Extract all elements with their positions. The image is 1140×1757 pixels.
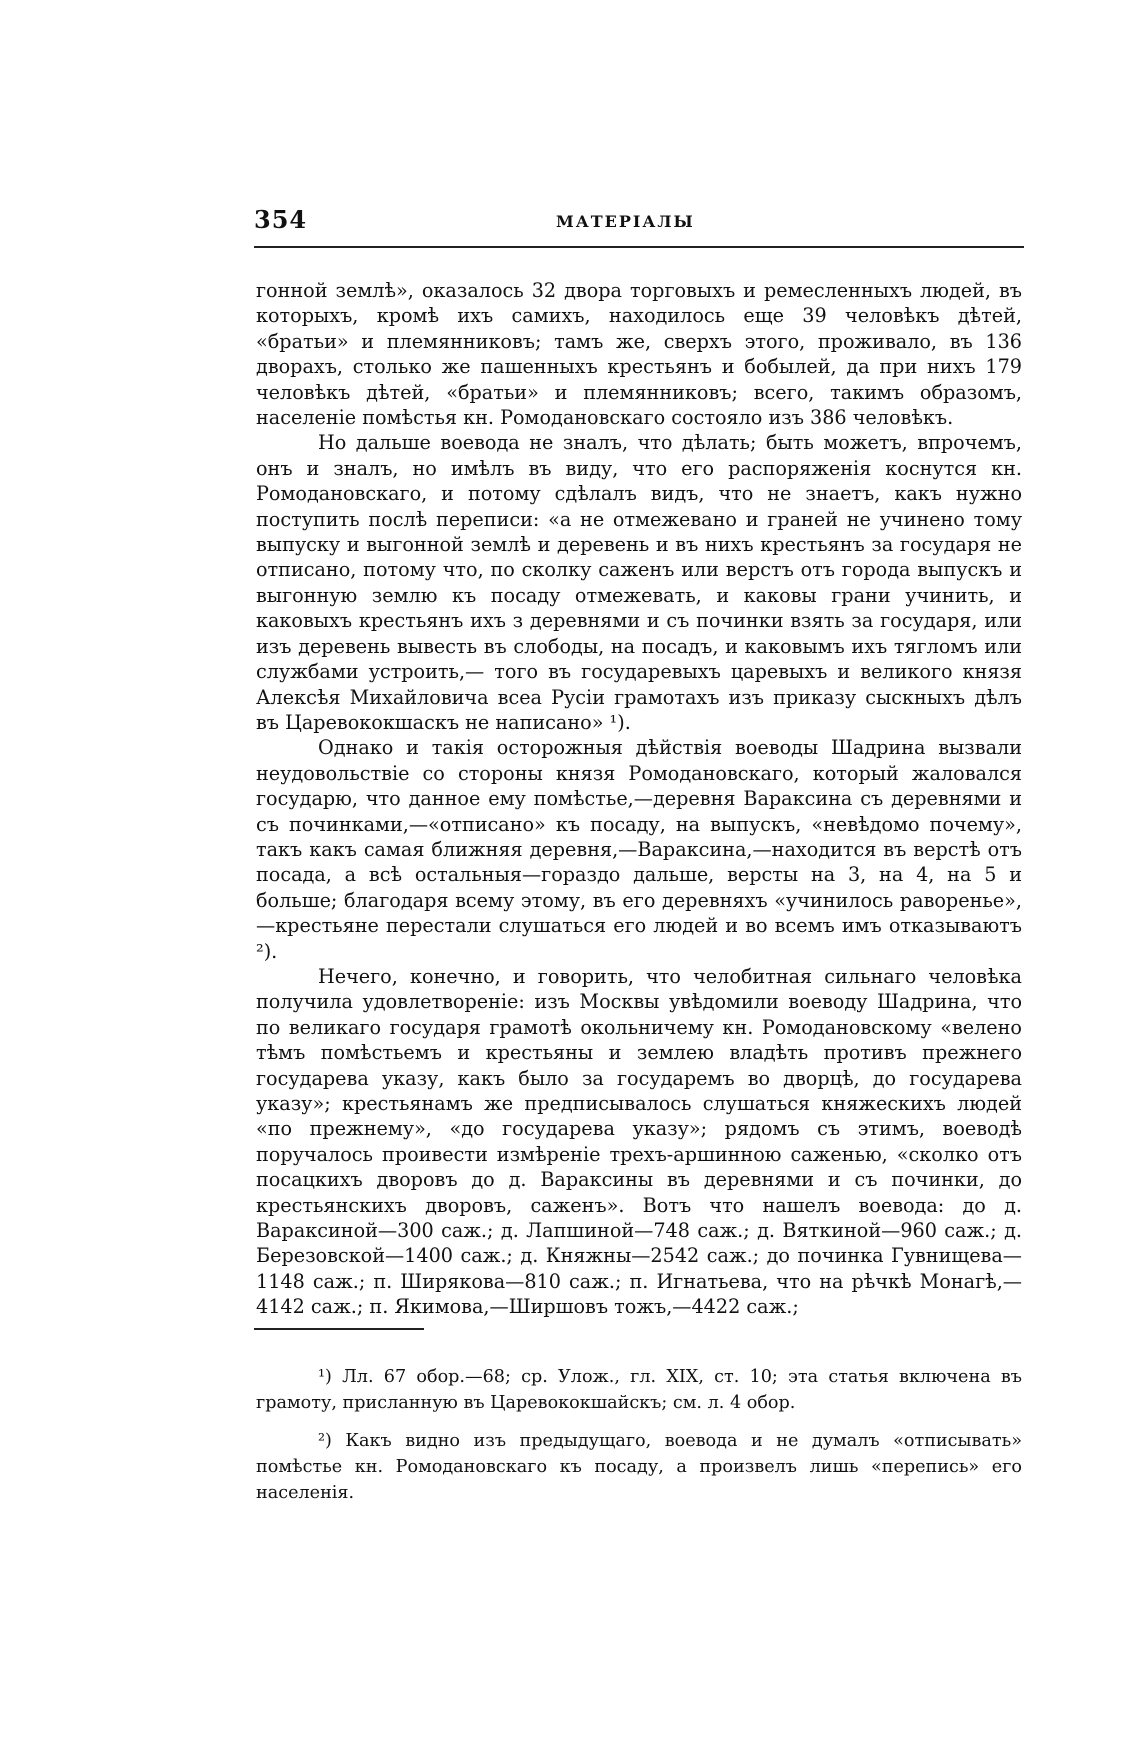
footnote-2: ²) Какъ видно изъ предыдущаго, воевода и не думалъ «отписывать» помѣстье кн. Ромодановскаго къ посаду, а произвелъ лишь «перепись» его населенія. (256, 1431, 1022, 1503)
paragraph: Но дальше воевода не зналъ, что дѣлать; быть можетъ, впрочемъ, онъ и зналъ, но имѣлъ въ виду, что его распоряженія коснутся кн. Ромодановскаго, и потому сдѣлалъ видъ, что не знаетъ, какъ нужно поступить послѣ переписи: «а не отмежевано и граней не учинено тому выпуску и выгонной землѣ и деревень и въ нихъ крестьянъ за государя не отписано, потому что, по сколку саженъ или верстъ отъ города выпускъ и выгонную землю къ посаду отмежевать, и каковы грани учинить, и каковыхъ крестьянъ ихъ з деревнями и съ починки взять за государя, или изъ деревень вывесть въ слободы, на посадъ, и каковымъ ихъ тягломъ или службами устроить,— того въ государевыхъ царевыхъ и великого князя Алексѣя Михайловича всеа Русіи грамотахъ изъ приказу сыскныхъ дѣлъ въ Царевококшаскъ не написано» ¹). (256, 431, 1022, 734)
footnotes (256, 1364, 1022, 1518)
paragraph-continued: гонной землѣ», оказалось 32 двора торговыхъ и ремесленныхъ людей, въ которыхъ, кромѣ ихъ самихъ, находилось еще 39 человѣкъ дѣтей, «братьи» и племянниковъ; тамъ же, сверхъ этого, проживало, въ 136 дворахъ, столько же пашенныхъ крестьянъ и бобылей, да при нихъ 179 человѣкъ дѣтей, «братьи» и племянниковъ; всего, такимъ образомъ, населеніе помѣстья кн. Ромодановскаго состояло изъ 386 человѣкъ. (256, 279, 1022, 430)
paragraph: Однако и такія осторожныя дѣйствія воеводы Шадрина вызвали неудовольствіе со стороны князя Ромодановскаго, который жаловался государю, что данное ему помѣстье,—деревня Вараксина съ деревнями и съ починками,—«отписано» къ посаду, на выпускъ, «невѣдомо почему», такъ какъ самая ближняя деревня,—Вараксина,—находится въ верстѣ отъ посада, а всѣ остальныя—гораздо дальше, версты на 3, на 4, на 5 и больше; благодаря всему этому, въ его деревняхъ «учинилось раворенье»,—крестьяне перестали слушаться его людей и во всемъ имъ отказываютъ ²). (256, 736, 1022, 963)
page-number: 354 (254, 205, 308, 234)
running-title: МАТЕРІАЛЫ (556, 212, 695, 231)
footnote-rule (254, 1328, 424, 1330)
footnote-1: ¹) Лл. 67 обор.—68; ср. Улож., гл. XIX, ст. 10; эта статья включена въ грамоту, присланную въ Царевококшайскъ; см. л. 4 обор. (256, 1367, 1022, 1413)
header-rule (254, 246, 1024, 248)
paragraph: Нечего, конечно, и говорить, что челобитная сильнаго человѣка получила удовлетвореніе: изъ Москвы увѣдомили воеводу Шадрина, что по великаго государя грамотѣ окольничему кн. Ромодановскому «велено тѣмъ помѣстьемъ и крестьяны и землею владѣть противъ прежнего государева указу, какъ было за государемъ во дворцѣ, до государева указу»; крестьянамъ же предписывалось слушаться княжескихъ людей «по прежнему», «до государева указу»; рядомъ съ этимъ, воеводѣ поручалось проивести измѣреніе трехъ-аршинною саженью, «сколко отъ посацкихъ дворовъ до д. Вараксины въ деревнями и съ починки, до крестьянскихъ дворовъ, саженъ». Вотъ что нашелъ воевода: до д. Вараксиной—300 саж.; д. Лапшиной—748 саж.; д. Вяткиной—960 саж.; д. Березовской—1400 саж.; д. Княжны—2542 саж.; до починка Гувнищева—1148 саж.; п. Ширякова—810 саж.; п. Игнатьева, что на рѣчкѣ Монагѣ,—4142 саж.; п. Якимова,—Ширшовъ тожъ,—4422 саж.; (256, 964, 1022, 1319)
page-header (254, 205, 1024, 245)
main-text (256, 278, 1022, 1320)
